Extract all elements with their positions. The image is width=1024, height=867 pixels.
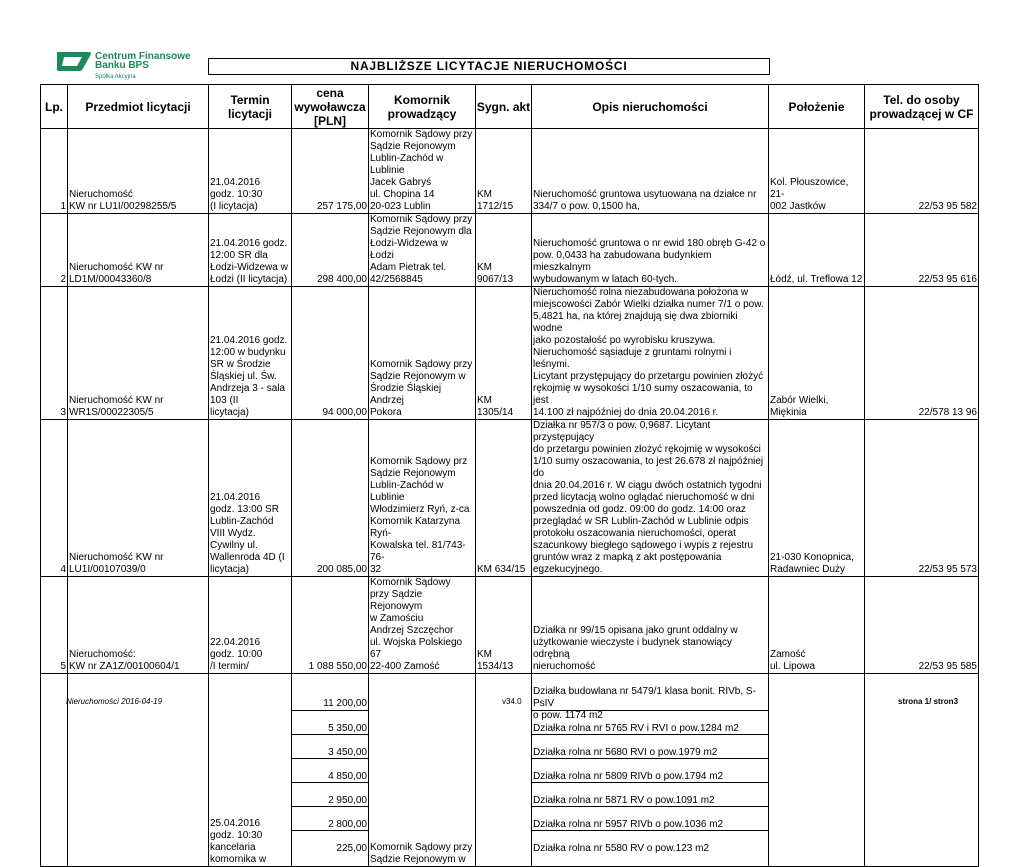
desc-item: Działka rolna nr 5871 RV o pow.1091 m2 [532,795,768,807]
cell-price: 1 088 550,00 [292,577,369,674]
cell-bailiff: Komornik Sądowy przy Sądzie Rejonowym w [369,674,476,867]
price-item: 4 850,00 [292,771,368,783]
price-item: 2 800,00 [292,819,368,831]
auction-table [40,84,979,867]
price-item: 11 200,00 [292,686,368,711]
header-date: Termin licytacji [209,85,292,129]
price-item: 2 950,00 [292,795,368,807]
price-item: 5 350,00 [292,723,368,735]
table-row [41,287,979,420]
table-row [41,214,979,287]
footer-page: strona 1/ stron3 [898,697,959,706]
cell-lp: 1 [41,129,68,214]
cell-price: 94 000,00 [292,287,369,420]
cell-subject: Nieruchomość KW nr LU1I/00107039/0 [68,420,209,577]
desc-item: Działka rolna nr 5957 RIVb o pow.1036 m2 [532,819,768,831]
header-bailiff: Komornik prowadzący [369,85,476,129]
cell-desc: Działka nr 957/3 o pow. 0,9687. Licytant przystępujący do przetargu powinien złożyć rękojmię w wysokości 1/10 sumy oszacowania, to jest 26.678 zł najpóźniej do dnia 20.04.2016 r. W ciągu dwóch ostatnich tygodni przed licytacją wolno oglądać nieruchomość w dni powszednia od godz. 09:00 do godz. 14:00 oraz przeglądać w SR Lublin-Zachód w Lublinie odpis protokołu oszacowania nieruchomości, operat szacunkowy biegłego sądowego i wypis z rejestru gruntów wraz z mapką z akt postępowania egzekucyjnego. [532,420,769,577]
cell-sygn: KM 9067/13 [476,214,532,287]
cell-subject: Nieruchomość KW nr LU1I/00298255/5 [68,129,209,214]
cell-bailiff: Komornik Sądowy prz Sądzie Rejonowym Lublin-Zachód w Lublinie Włodzimierz Ryń, z-ca Komornik Katarzyna Ryń- Kowalska tel. 81/743-76- 32 [369,420,476,577]
cell-subject: Nieruchomość: KW nr ZA1Z/00100604/1 [68,577,209,674]
cell-sygn: KM 634/15 [476,420,532,577]
cell-date: 22.04.2016 godz. 10:00 /I termin/ [209,577,292,674]
cell-tel: 22/578 13 96 [865,287,979,420]
cell-price-list [292,674,369,867]
cell-subject: Nieruchomość KW nr LD1M/00043360/8 [68,214,209,287]
cell-tel: 22/53 95 585 [865,577,979,674]
cell-loc: Kol. Płouszowice, 21- 002 Jastków [769,129,865,214]
cell-desc: Nieruchomość gruntowa usytuowana na działce nr 334/7 o pow. 0,1500 ha, [532,129,769,214]
page-title: NAJBLIŻSZE LICYTACJE NIERUCHOMOŚCI [208,58,770,75]
footer-date: Nieruchomości 2016-04-19 [66,697,163,706]
cell-loc: Zamość ul. Lipowa [769,577,865,674]
header-loc: Położenie [769,85,865,129]
cell-sygn: KM 1534/13 [476,577,532,674]
logo-mark-icon [55,50,93,72]
cell-tel: 22/53 95 616 [865,214,979,287]
cell-desc: Nieruchomość gruntowa o nr ewid 180 obręb G-42 o pow. 0,0433 ha zabudowana budynkiem mieszkalnym wybudowanym w latach 60-tych. [532,214,769,287]
cell-lp: 2 [41,214,68,287]
header-desc: Opis nieruchomości [532,85,769,129]
cell-sygn: KM 1305/14 [476,287,532,420]
table-header-row [41,85,979,129]
price-item: 225,00 [336,843,367,854]
cell-bailiff: Komornik Sądowy przy Sądzie Rejonowym dla Łodzi-Widzewa w Łodzi Adam Pietrak tel. 42/2568845 [369,214,476,287]
cell-loc [769,674,865,867]
cell-bailiff: Komornik Sądowy przy Sądzie Rejonowym Lublin-Zachód w Lublinie Jacek Gabryś ul. Chopina 14 20-023 Lublin [369,129,476,214]
price-item: 3 450,00 [292,747,368,759]
logo-line-3: Spółka Akcyjna [95,74,136,80]
cell-subject: Nieruchomość KW nr WR1S/00022305/5 [68,287,209,420]
table-row [41,577,979,674]
cell-desc-list [532,674,769,867]
cell-bailiff: Komornik Sądowy przy Sądzie Rejonowym w Środzie Śląskiej Andrzej Pokora [369,287,476,420]
logo [55,48,205,80]
cell-price: 257 175,00 [292,129,369,214]
cell-price: 298 400,00 [292,214,369,287]
desc-item: Działka rolna nr 5680 RVI o pow.1979 m2 [532,747,768,759]
header-price: cena wywoławcza [PLN] [292,85,369,129]
cell-desc: Działka nr 99/15 opisana jako grunt oddalny w użytkowanie wieczyste i budynek stanowiący odrębną nieruchomość [532,577,769,674]
table-row [41,129,979,214]
cell-date: 21.04.2016 godz. 13:00 SR Lublin-Zachód VIII Wydz. Cywilny ul. Wallenroda 4D (I licytacja) [209,420,292,577]
logo-line-2: Banku BPS [95,60,149,71]
cell-date: 21.04.2016 godz. 10:30 (I licytacja) [209,129,292,214]
cell-tel: 22/53 95 573 [865,420,979,577]
header-subject: Przedmiot licytacji [68,85,209,129]
cell-desc: Nieruchomość rolna niezabudowana położona w miejscowości Zabór Wielki działka numer 7/1 o pow. 5,4821 ha, na której znajdują się dwa zbiorniki wodne jako pozostałość po wyrobisku kruszywa. Nieruchomość sąsiaduje z gruntami rolnymi i leśnymi. Licytant przystępujący do przetargu powinien złożyć rękojmię w wysokości 1/10 sumy oszacowania, to jest 14.100 zł najpóźniej do dnia 20.04.2016 r. [532,287,769,420]
cell-sygn: KM 1712/15 [476,129,532,214]
cell-date: 21.04.2016 godz. 12:00 w budynku SR w Środzie Śląskiej ul. Św. Andrzeja 3 - sala 103 (II licytacja) [209,287,292,420]
cell-lp [41,674,68,867]
desc-item: Działka rolna nr 5580 RV o pow.123 m2 [533,843,710,854]
cell-bailiff: Komornik Sądowy przy Sądzie Rejonowym w Zamościu Andrzej Szczęchor ul. Wojska Polskiego 67 22-400 Zamość [369,577,476,674]
cell-tel: 22/53 95 582 [865,129,979,214]
header-sygn: Sygn. akt [476,85,532,129]
cell-loc: 21-030 Konopnica, Radawniec Duży [769,420,865,577]
cell-lp: 4 [41,420,68,577]
logo-line-1: Centrum Finansowe [95,51,191,62]
cell-loc: Zabór Wielki, Miękinia [769,287,865,420]
cell-date: 25.04.2016 godz. 10:30 kancelaria komornika w [209,674,292,867]
desc-item: Działka rolna nr 5809 RIVb o pow.1794 m2 [532,771,768,783]
desc-item: Działka budowlana nr 5479/1 klasa bonit. RIVb, S-PsIV o pow. 1174 m2 [532,686,768,711]
header-lp: Lp. [41,85,68,129]
cell-price: 200 085,00 [292,420,369,577]
table-row [41,420,979,577]
cell-lp: 5 [41,577,68,674]
desc-item: Działka rolna nr 5765 RV i RVI o pow.1284 m2 [532,723,768,735]
cell-date: 21.04.2016 godz. 12:00 SR dla Łodzi-Widzewa w Łodzi (II licytacja) [209,214,292,287]
header-tel: Tel. do osoby prowadzącej w CF [865,85,979,129]
footer-version: v34.0 [502,697,522,706]
cell-lp: 3 [41,287,68,420]
cell-loc: Łódź, ul. Treflowa 12 [769,214,865,287]
